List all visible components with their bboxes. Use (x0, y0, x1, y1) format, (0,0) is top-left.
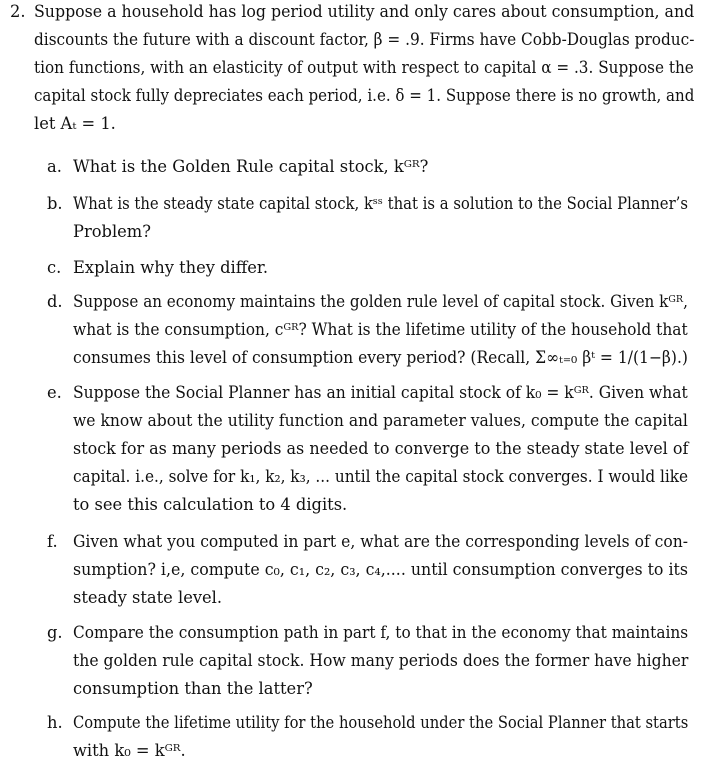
part-line: consumption than the latter? (73, 679, 313, 698)
part-letter: d. (47, 292, 63, 311)
part-line: What is the Golden Rule capital stock, kᴳᴿ? (73, 157, 429, 176)
part-letter: a. (47, 157, 62, 176)
intro-line: capital stock fully depreciates each period, i.e. δ = 1. Suppose there is no growth, and (34, 86, 695, 105)
part-line: the golden rule capital stock. How many periods does the former have higher (73, 651, 689, 670)
part-line: consumes this level of consumption every period? (Recall, Σ∞ₜ₌₀ βᵗ = 1/(1−β).) (73, 348, 688, 367)
part-line: to see this calculation to 4 digits. (73, 495, 348, 514)
part-letter: c. (47, 258, 62, 277)
intro-line: discounts the future with a discount factor, β = .9. Firms have Cobb-Douglas produc- (34, 30, 695, 49)
part-letter: e. (47, 383, 62, 402)
part-line: capital. i.e., solve for k₁, k₂, k₃, ... until the capital stock converges. I would like (73, 467, 689, 486)
part-line: Compare the consumption path in part f, to that in the economy that maintains (73, 623, 689, 642)
intro-line: Suppose a household has log period utility and only cares about consumption, and (34, 2, 695, 21)
part-letter: f. (47, 532, 58, 551)
part-line: Explain why they differ. (73, 258, 269, 277)
part-letter: g. (47, 623, 63, 642)
part-line: Given what you computed in part e, what are the corresponding levels of con- (73, 532, 688, 551)
part-letter: b. (47, 194, 63, 213)
part-line: with k₀ = kᴳᴿ. (73, 741, 186, 760)
part-line: Compute the lifetime utility for the household under the Social Planner that starts (73, 713, 689, 732)
part-line: steady state level. (73, 588, 223, 607)
part-line: Suppose the Social Planner has an initial capital stock of k₀ = kᴳᴿ. Given what (73, 383, 688, 402)
part-line: What is the steady state capital stock, kˢˢ that is a solution to the Social Planner’s (73, 194, 689, 213)
problem-number: 2. (10, 2, 26, 21)
part-line: stock for as many periods as needed to converge to the steady state level of (73, 439, 689, 458)
intro-line: let Aₜ = 1. (34, 114, 116, 133)
part-line: Problem? (73, 222, 151, 241)
part-letter: h. (47, 713, 63, 732)
part-line: sumption? i,e, compute c₀, c₁, c₂, c₃, c₄,.... until consumption converges to its (73, 560, 688, 579)
intro-line: tion functions, with an elasticity of output with respect to capital α = .3. Suppose the (34, 58, 694, 77)
part-line: Suppose an economy maintains the golden rule level of capital stock. Given kᴳᴿ, (73, 292, 688, 311)
part-line: what is the consumption, cᴳᴿ? What is the lifetime utility of the household that (73, 320, 688, 339)
part-line: we know about the utility function and parameter values, compute the capital (73, 411, 688, 430)
